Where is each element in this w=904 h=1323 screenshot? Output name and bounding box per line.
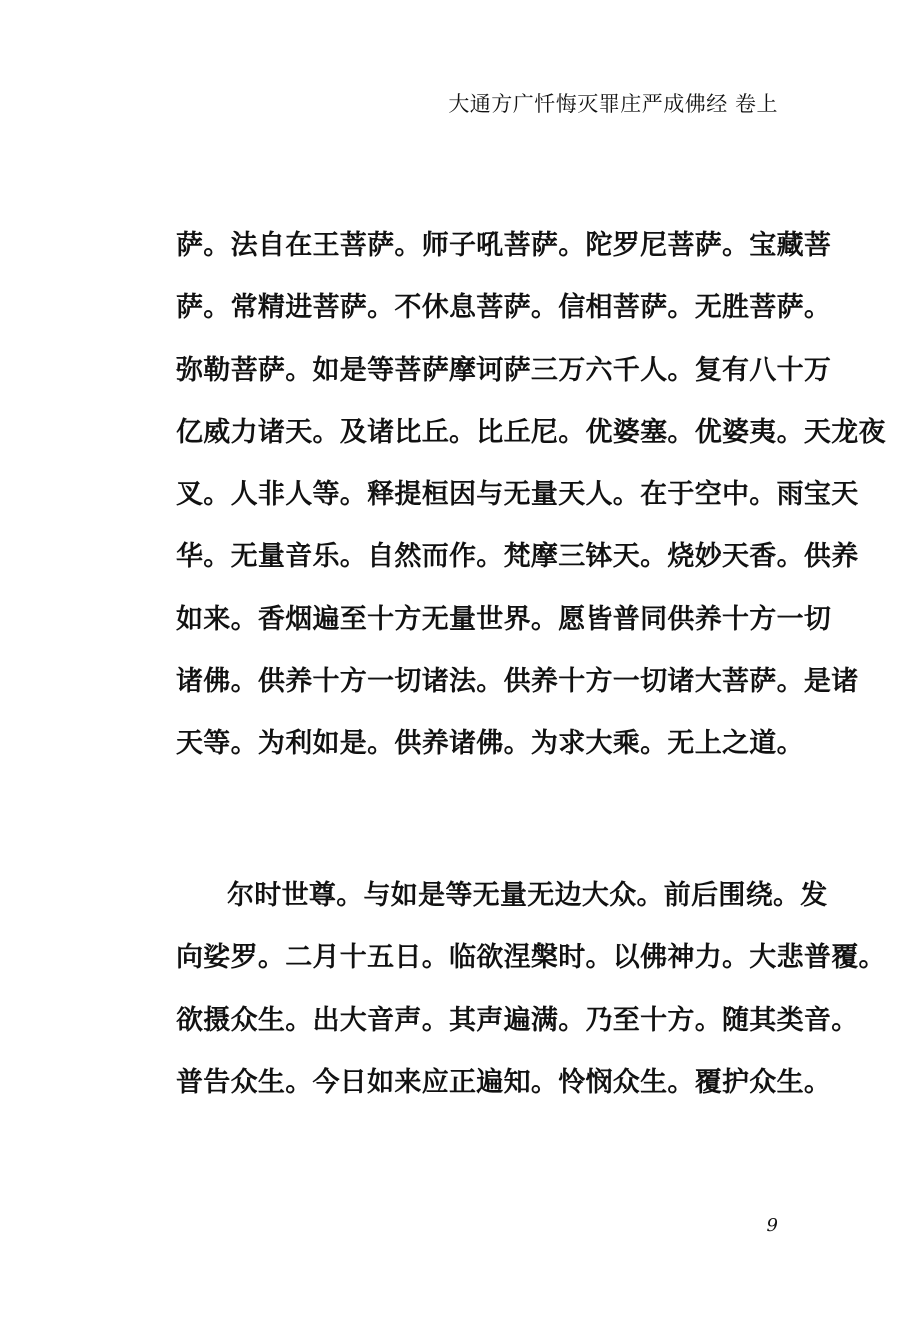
paragraph-1-line: 萨。法自在王菩萨。师子吼菩萨。陀罗尼菩萨。宝藏菩 xyxy=(176,230,832,261)
paragraph-1 xyxy=(176,225,886,786)
paragraph-1-line: 萨。常精进菩萨。不休息菩萨。信相菩萨。无胜菩萨。 xyxy=(176,292,832,324)
paragraph-2-line: 普告众生。今日如来应正遍知。怜悯众生。覆护众生。 xyxy=(176,1066,832,1098)
paragraph-1-line: 如来。香烟遍至十方无量世界。愿皆普同供养十方一切 xyxy=(176,603,832,635)
paragraph-1-line: 天等。为利如是。供养诸佛。为求大乘。无上之道。 xyxy=(176,728,804,760)
paragraph-2 xyxy=(176,875,886,1124)
running-header: 大通方广忏悔灭罪庄严成佛经 卷上 xyxy=(448,92,778,116)
paragraph-1-line: 华。无量音乐。自然而作。梵摩三钵天。烧妙天香。供养 xyxy=(176,541,859,573)
paragraph-2-line: 欲摄众生。出大音声。其声遍满。乃至十方。随其类音。 xyxy=(176,1004,859,1036)
paragraph-1-line: 亿威力诸天。及诸比丘。比丘尼。优婆塞。优婆夷。天龙夜 xyxy=(176,416,886,448)
page-number: 9 xyxy=(766,1215,778,1236)
paragraph-2-line: 尔时世尊。与如是等无量无边大众。前后围绕。发 xyxy=(227,880,828,911)
paragraph-1-line: 诸佛。供养十方一切诸法。供养十方一切诸大菩萨。是诸 xyxy=(176,666,859,698)
paragraph-2-line: 向娑罗。二月十五日。临欲涅槃时。以佛神力。大悲普覆。 xyxy=(176,942,886,974)
paragraph-1-line: 叉。人非人等。释提桓因与无量天人。在于空中。雨宝天 xyxy=(176,479,859,511)
paragraph-1-line: 弥勒菩萨。如是等菩萨摩诃萨三万六千人。复有八十万 xyxy=(176,354,832,386)
